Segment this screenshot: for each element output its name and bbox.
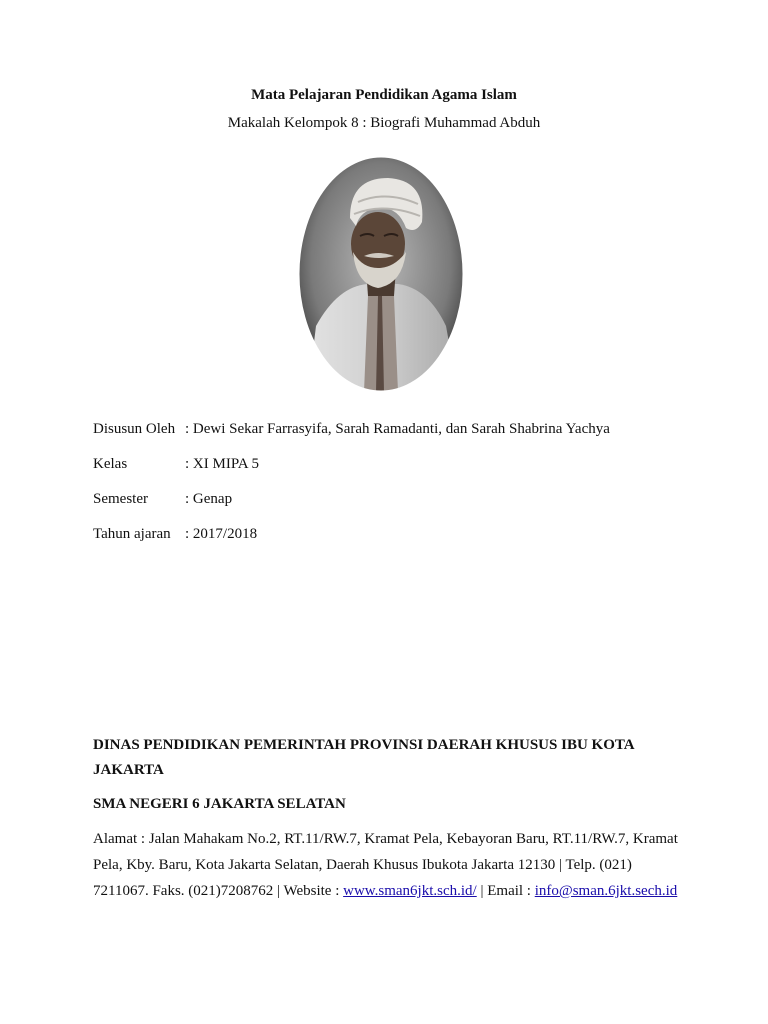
info-label: Disusun Oleh bbox=[93, 421, 176, 437]
portrait-photo bbox=[298, 156, 464, 392]
email-link[interactable]: info@sman.6jkt.sech.id bbox=[534, 883, 678, 899]
info-row-author bbox=[93, 421, 610, 438]
info-row-semester bbox=[93, 491, 232, 508]
school-heading: SMA NEGERI 6 JAKARTA SELATAN bbox=[93, 796, 346, 812]
address-paragraph bbox=[93, 826, 683, 904]
info-row-class bbox=[93, 456, 259, 473]
info-label: Semester bbox=[93, 491, 148, 507]
info-value: : Dewi Sekar Farrasyifa, Sarah Ramadanti, dan Sarah Shabrina Yachya bbox=[185, 421, 610, 437]
page-subtitle: Makalah Kelompok 8 : Biografi Muhammad Abduh bbox=[227, 115, 541, 131]
page-title: Mata Pelajaran Pendidikan Agama Islam bbox=[251, 87, 517, 103]
info-label: Tahun ajaran bbox=[93, 526, 171, 542]
info-value: : 2017/2018 bbox=[185, 526, 258, 542]
address-text: Alamat : Jalan Mahakam No.2, RT.11/RW.7, Kramat Pela, Kebayoran Baru, RT.11/RW.7, Kramat Pela, Kby. Baru, Kota Jakarta Selatan, Daerah Khusus Ibukota Jakarta 12130 | Telp. (021) 7211067. Faks. (021)7208762 | Website : bbox=[93, 831, 678, 899]
info-value: : Genap bbox=[185, 491, 233, 507]
agency-heading: DINAS PENDIDIKAN PEMERINTAH PROVINSI DAERAH KHUSUS IBU KOTA JAKARTA bbox=[93, 737, 634, 778]
info-label: Kelas bbox=[93, 456, 128, 472]
info-value: : XI MIPA 5 bbox=[185, 456, 260, 472]
website-link[interactable]: www.sman6jkt.sch.id/ bbox=[343, 883, 477, 899]
info-row-year bbox=[93, 526, 257, 543]
email-label: | Email : bbox=[476, 883, 535, 899]
